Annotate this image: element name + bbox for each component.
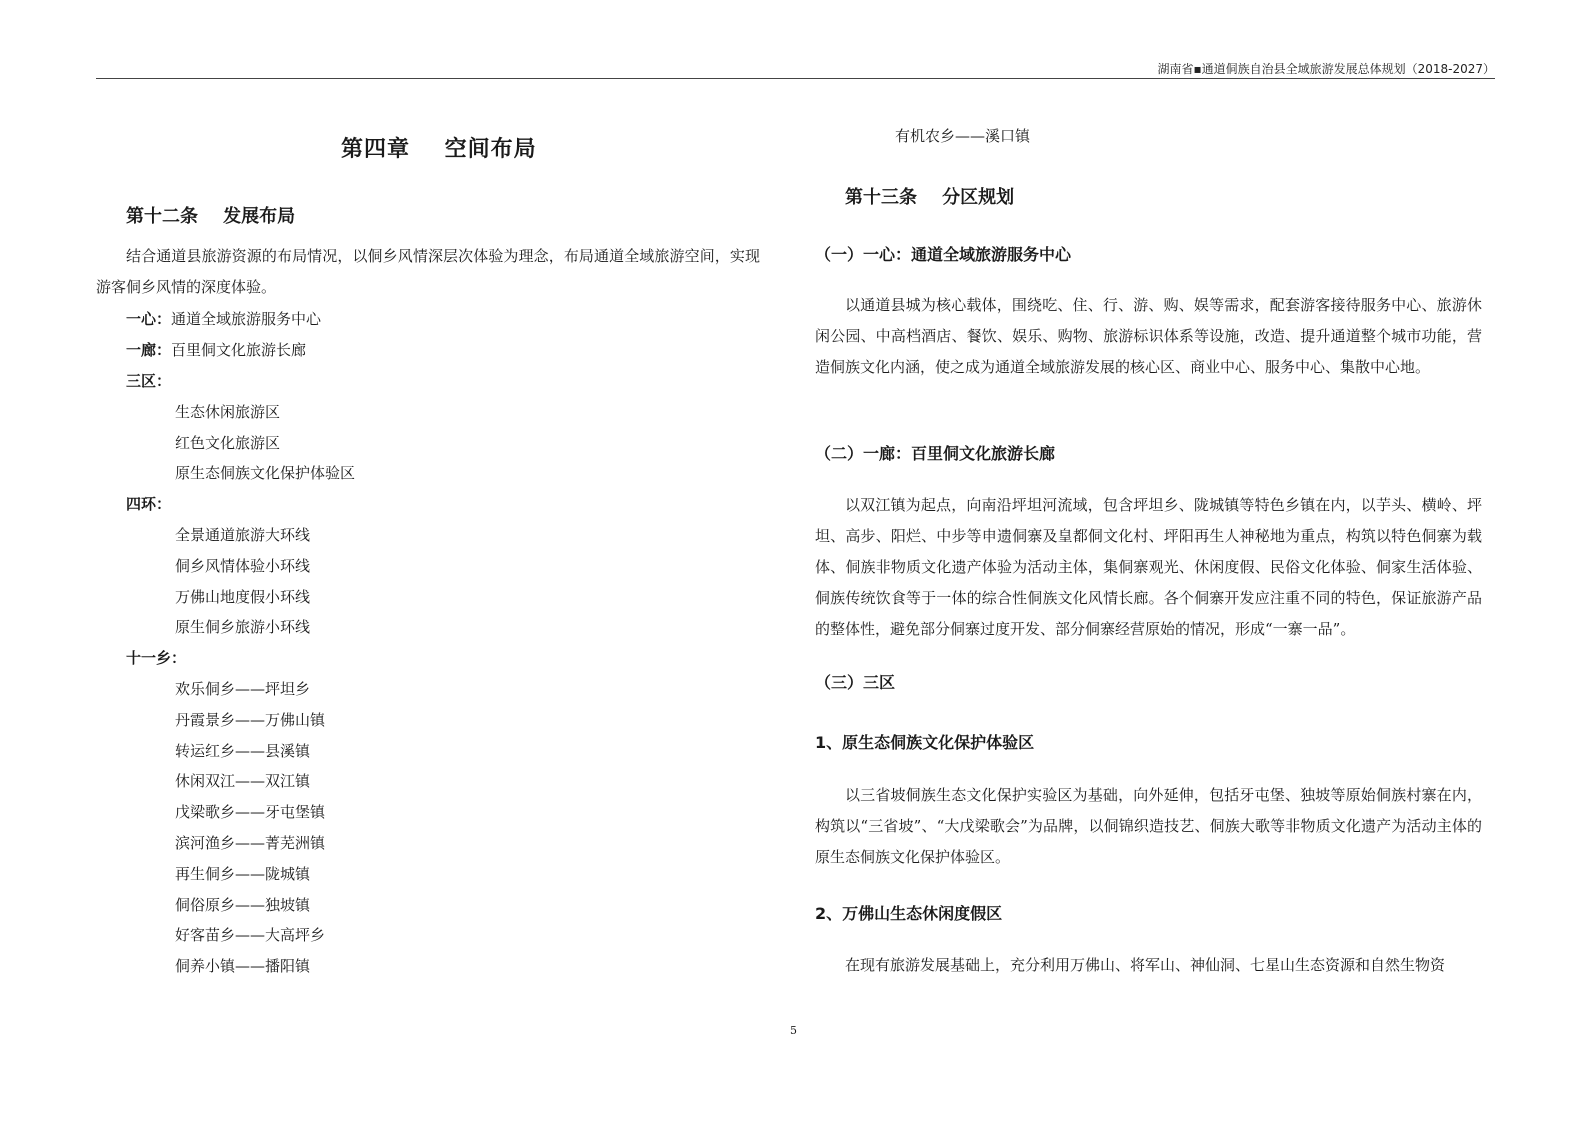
zone-item: 生态休闲旅游区 xyxy=(175,403,281,421)
town-item: 侗俗原乡——独坡镇 xyxy=(175,896,311,914)
section-3-title: （三）三区 xyxy=(815,673,896,692)
four-rings-label: 四环： xyxy=(126,495,172,513)
section-2-paragraph: 以双江镇为起点，向南沿坪坦河流域，包含坪坦乡、陇城镇等特色乡镇在内，以芋头、横岭、坪坦、高步、阳烂、中步等申遗侗寨及皇都侗文化村、坪阳再生人神秘地为重点，构筑以特色侗寨为载体、侗族非物质文化遗产体验为活动主体，集侗寨观光、休闲度假、民俗文化体验、侗家生活体验、侗族传统饮食等于一体的综合性侗族文化风情长廊。各个侗寨开发应注重不同的特色，保证旅游产品的整体性，避免部分侗寨过度开发、部分侗寨经营原始的情况，形成“一寨一品”。 xyxy=(815,496,1482,638)
one-core-line xyxy=(126,308,321,329)
town-item: 丹霞景乡——万佛山镇 xyxy=(175,711,326,729)
header-title: 湖南省▪通道侗族自治县全域旅游发展总体规划（2018-2027） xyxy=(1157,62,1495,76)
town-item: 滨河渔乡——菁芜洲镇 xyxy=(175,834,326,852)
one-core-label: 一心： xyxy=(126,310,172,328)
zone-1-paragraph: 以三省坡侗族生态文化保护实验区为基础，向外延伸，包括牙屯堡、独坡等原始侗族村寨在内，构筑以“三省坡”、“大戊梁歌会”为品牌，以侗锦织造技艺、侗族大歌等非物质文化遗产为活动主体的原生态侗族文化保护体验区。 xyxy=(815,786,1482,866)
ring-item: 原生侗乡旅游小环线 xyxy=(175,618,311,636)
town-item: 欢乐侗乡——坪坦乡 xyxy=(175,680,311,698)
eleven-towns-label: 十一乡： xyxy=(126,649,187,667)
intro-paragraph: 结合通道县旅游资源的布局情况，以侗乡风情深层次体验为理念，布局通道全域旅游空间，实现游客侗乡风情的深度体验。 xyxy=(96,247,760,296)
one-corridor-label: 一廊： xyxy=(126,341,172,359)
section-2-title: （二）一廊：百里侗文化旅游长廊 xyxy=(815,444,1056,463)
zone-item: 红色文化旅游区 xyxy=(175,434,281,452)
ring-item: 侗乡风情体验小环线 xyxy=(175,557,311,575)
three-zones-label: 三区： xyxy=(126,372,172,390)
zone-item: 原生态侗族文化保护体验区 xyxy=(175,464,356,482)
article-12-title: 第十二条 发展布局 xyxy=(126,206,296,227)
ring-item: 全景通道旅游大环线 xyxy=(175,526,311,544)
ring-item: 万佛山地度假小环线 xyxy=(175,588,311,606)
one-corridor-text: 百里侗文化旅游长廊 xyxy=(171,341,307,359)
header-divider xyxy=(96,78,1495,79)
article-13-title: 第十三条 分区规划 xyxy=(845,187,1015,208)
town-item: 有机农乡——溪口镇 xyxy=(895,127,1031,145)
chapter-title: 第四章 空间布局 xyxy=(341,137,537,162)
town-item: 戊梁歌乡——牙屯堡镇 xyxy=(175,803,326,821)
one-core-text: 通道全域旅游服务中心 xyxy=(171,310,322,328)
town-item: 再生侗乡——陇城镇 xyxy=(175,865,311,883)
town-item: 转运红乡——县溪镇 xyxy=(175,742,311,760)
page-number: 5 xyxy=(790,1024,797,1037)
town-item: 侗养小镇——播阳镇 xyxy=(175,957,311,975)
zone-1-title: 1、原生态侗族文化保护体验区 xyxy=(815,733,1035,752)
town-item: 休闲双江——双江镇 xyxy=(175,772,311,790)
town-item: 好客苗乡——大高坪乡 xyxy=(175,926,326,944)
one-corridor-line xyxy=(126,339,306,360)
zone-2-paragraph: 在现有旅游发展基础上，充分利用万佛山、将军山、神仙洞、七星山生态资源和自然生物资 xyxy=(845,956,1446,974)
section-1-title: （一）一心：通道全域旅游服务中心 xyxy=(815,245,1072,264)
section-1-paragraph: 以通道县城为核心载体，围绕吃、住、行、游、购、娱等需求，配套游客接待服务中心、旅游休闲公园、中高档酒店、餐饮、娱乐、购物、旅游标识体系等设施，改造、提升通道整个城市功能，营造侗族文化内涵，使之成为通道全域旅游发展的核心区、商业中心、服务中心、集散中心地。 xyxy=(815,296,1482,376)
zone-2-title: 2、万佛山生态休闲度假区 xyxy=(815,904,1003,923)
